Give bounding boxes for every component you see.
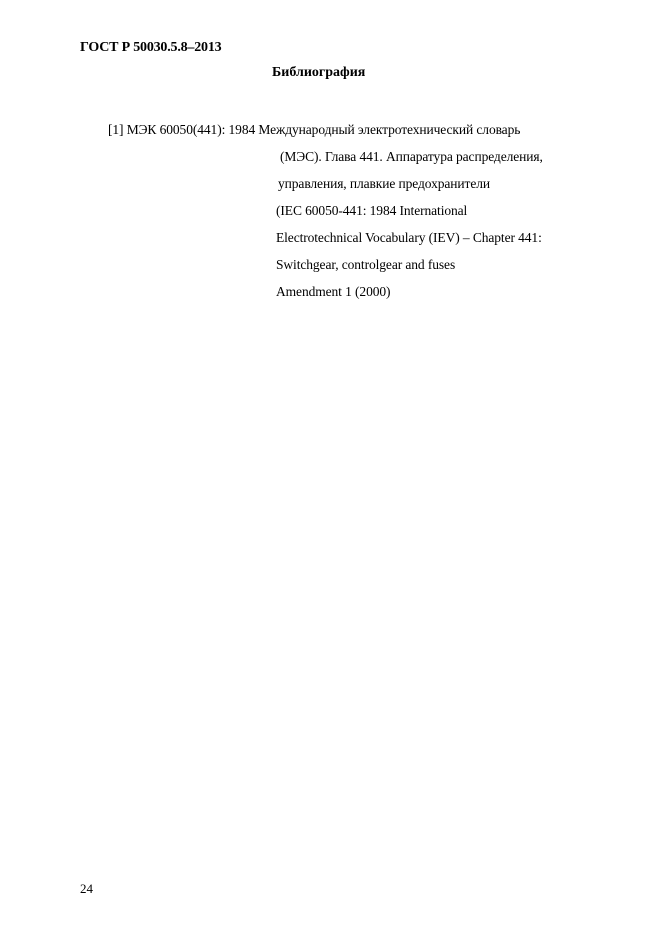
reference-line: [1] МЭК 60050(441): 1984 Международный электротехнический словарь <box>108 122 521 137</box>
reference-line: (IEC 60050-441: 1984 International <box>276 203 468 218</box>
page-number: 24 <box>80 881 93 896</box>
reference-line: (МЭС). Глава 441. Аппаратура распределения, <box>280 149 543 164</box>
reference-line: Electrotechnical Vocabulary (IEV) – Chapter 441: <box>276 230 542 245</box>
document-code: ГОСТ Р 50030.5.8–2013 <box>80 40 222 55</box>
reference-line: Switchgear, controlgear and fuses <box>276 257 456 272</box>
reference-line: управления, плавкие предохранители <box>278 176 490 191</box>
section-title: Библиография <box>272 65 366 80</box>
reference-line: Amendment 1 (2000) <box>276 284 391 299</box>
